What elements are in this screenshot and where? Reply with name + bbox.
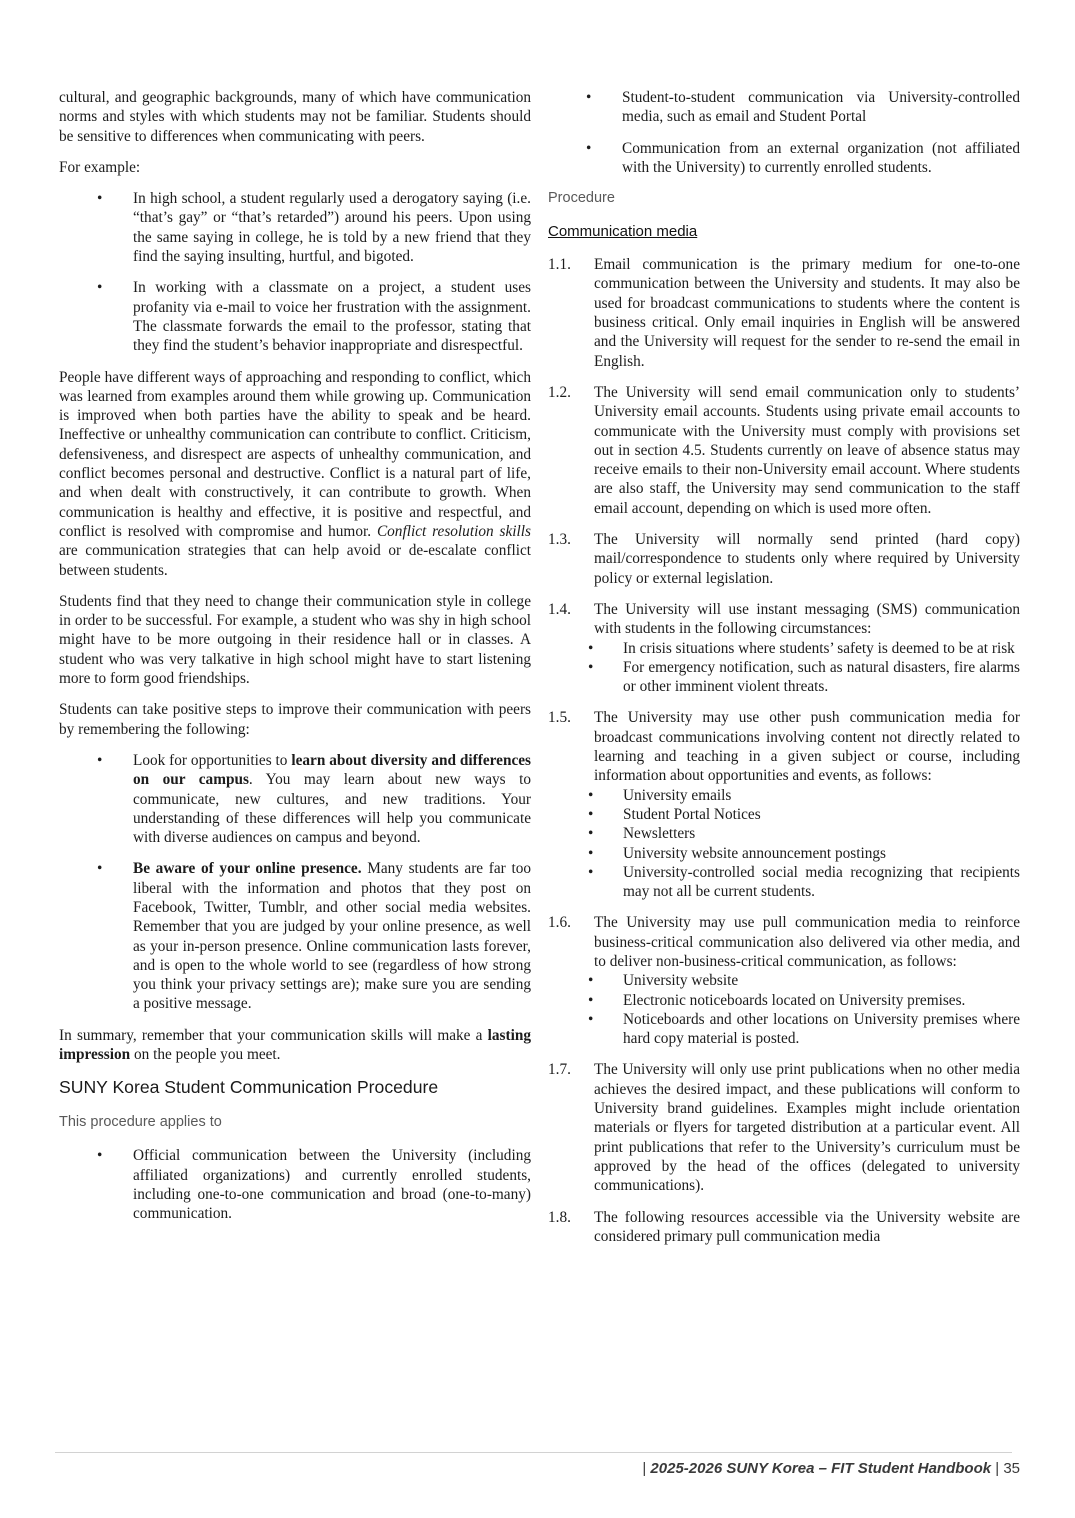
text-segment: cultural, and geographic backgrounds, many of which have communication norms and styles with which students may not be familiar. Students should be sensitive to differences when communicating with peers. bbox=[59, 89, 531, 145]
sub-bullet-item bbox=[548, 1010, 1020, 1049]
two-column-layout bbox=[59, 88, 1020, 1258]
text-segment: University website bbox=[623, 972, 739, 990]
sub-bullet-item bbox=[548, 991, 1020, 1010]
sub-bullet-item bbox=[548, 824, 1020, 843]
item-number: 1.8. bbox=[548, 1208, 571, 1226]
bullet-item bbox=[548, 139, 1020, 178]
bullet-icon: • bbox=[588, 972, 594, 990]
text-segment: University website announcement postings bbox=[623, 844, 886, 862]
section-heading: SUNY Korea Student Communication Procedure bbox=[59, 1077, 439, 1098]
text-segment: University-controlled social media recognizing that recipients may not all be current students. bbox=[623, 863, 1020, 901]
footer bbox=[642, 1459, 1020, 1479]
numbered-item-text bbox=[548, 383, 1020, 518]
item-number: 1.1. bbox=[548, 256, 571, 274]
text-segment: The University will use instant messaging (SMS) communication with students in the following circumstances: bbox=[594, 600, 1020, 638]
text-segment: Students find that they need to change their communication style in college in order to be successful. For example, a student who was shy in high school might have to be more outgoing in their residence hall or in classes. A student who was very talkative in high school might have to start listening more to form good friendships. bbox=[59, 592, 531, 688]
footer-divider bbox=[55, 1452, 1012, 1453]
text-segment: Students can take positive steps to improve their communication with peers by remembering the following: bbox=[59, 701, 531, 738]
sub-bullet-item bbox=[548, 639, 1020, 658]
text-segment: For emergency notification, such as natural disasters, fire alarms or other imminent violent threats. bbox=[623, 658, 1020, 696]
text-segment: Student Portal Notices bbox=[623, 805, 761, 823]
bullet-icon: • bbox=[588, 991, 594, 1009]
text-segment: The University will normally send printed (hard copy) mail/correspondence to students only where required by University policy or external legislation. bbox=[594, 531, 1020, 587]
text-segment: The University will send email communication only to students’ University email accounts. Students using private email accounts to communicate with the University must comply with provisions set out in section 4.5. Students currently on leave of absence status may receive emails to their non-University email account. Where students are also staff, the University may send communication to the staff email account, depending on which is used more often. bbox=[594, 383, 1020, 517]
sub-bullet-item bbox=[548, 786, 1020, 805]
item-number: 1.7. bbox=[548, 1061, 571, 1079]
bullet-icon: • bbox=[588, 844, 594, 862]
bullet-item bbox=[59, 278, 531, 355]
text-segment: University emails bbox=[623, 786, 732, 804]
sub-bullet-item bbox=[548, 863, 1020, 902]
item-number: 1.2. bbox=[548, 383, 571, 401]
subheading: This procedure applies to bbox=[59, 1114, 222, 1131]
text-segment: Be aware of your online presence. bbox=[133, 860, 362, 878]
bullet-icon: • bbox=[97, 279, 103, 297]
bullet-item bbox=[548, 88, 1020, 127]
bullet-icon: • bbox=[97, 751, 103, 769]
bullet-icon: • bbox=[588, 805, 594, 823]
text-segment: In crisis situations where students’ safety is deemed to be at risk bbox=[623, 639, 1015, 657]
numbered-item-text bbox=[548, 530, 1020, 588]
numbered-item-text bbox=[548, 913, 1020, 971]
footer-separator: | bbox=[991, 1460, 1004, 1477]
numbered-item bbox=[548, 530, 1020, 588]
paragraph bbox=[59, 700, 531, 739]
text-segment: are communication strategies that can help avoid or de-escalate conflict between students. bbox=[59, 542, 531, 579]
bullet-item bbox=[59, 189, 531, 266]
numbered-item-text bbox=[548, 600, 1020, 639]
numbered-item bbox=[548, 255, 1020, 371]
text-segment: The University may use pull communication media to reinforce business-critical communication also delivered via other media, and to deliver non-business-critical communication, as follows: bbox=[594, 914, 1020, 970]
bullet-icon: • bbox=[588, 639, 594, 657]
text-segment: Communication from an external organization (not affiliated with the University) to currently enrolled students. bbox=[622, 139, 1020, 176]
bullet-icon: • bbox=[588, 863, 594, 881]
paragraph bbox=[59, 158, 531, 177]
bullet-icon: • bbox=[97, 860, 103, 878]
item-number: 1.3. bbox=[548, 531, 571, 549]
bullet-icon: • bbox=[588, 786, 594, 804]
text-segment: Official communication between the University (including affiliated organizations) and currently enrolled students, including one-to-one communication and broad (one-to-many) communication. bbox=[133, 1147, 531, 1223]
numbered-item-text bbox=[548, 1208, 1020, 1247]
numbered-item-text bbox=[548, 708, 1020, 785]
text-segment: lasting impression bbox=[59, 1026, 531, 1064]
bullet-icon: • bbox=[586, 89, 592, 106]
numbered-item bbox=[548, 1060, 1020, 1195]
item-number: 1.6. bbox=[548, 914, 571, 932]
paragraph bbox=[59, 1026, 531, 1065]
text-segment: The University may use other push communication media for broadcast communications involving content not directly related to learning and teaching in a given subject or course, including information about opportunities and events, as follows: bbox=[594, 709, 1020, 785]
text-segment: The following resources accessible via the University website are considered primary pull communication media bbox=[594, 1208, 1020, 1245]
text-segment: Many students are far too liberal with the information and photos that they post on Facebook, Twitter, Tumblr, and other social media websites. Remember that you are judged by your online presence, as well as your in-person presence. Online communication lasts forever, and is open to the whole world to see (regardless of how strong you think your privacy settings are); make sure you are sending a positive message. bbox=[133, 860, 531, 1013]
numbered-item bbox=[548, 913, 1020, 1048]
subheading: Procedure bbox=[548, 190, 615, 207]
sub-bullet-item bbox=[548, 844, 1020, 863]
text-segment: Look for opportunities to bbox=[133, 751, 292, 769]
numbered-item-text bbox=[548, 255, 1020, 371]
paragraph bbox=[59, 88, 531, 146]
text-segment: The University will only use print publications when no other media achieves the desired impact, and these publications will conform to University brand guidelines. Examples might include orientation materials or flyers for targeted distribution at a particular event. All print publications that refer to the University’s curriculum must be approved by the head of the offices (delegated to university communications). bbox=[594, 1061, 1020, 1195]
bullet-icon: • bbox=[588, 825, 594, 843]
text-segment: Electronic noticeboards located on University premises. bbox=[623, 991, 966, 1009]
text-segment: learn about diversity and differences on our campus bbox=[133, 751, 531, 789]
text-segment: People have different ways of approaching and responding to conflict, which was learned from examples around them while growing up. Communication is improved when both parties have the ability to speak and be heard. Ineffective or unhealthy communication can contribute to conflict. Criticism, defensiveness, and disrespect are aspects of unhealthy communication, and conflict becomes personal and destructive. Conflict is a natural part of life, and when dealt with constructively, it can contribute to growth. When communication is healthy and effective, it is positive and respectful, and conflict is resolved with compromise and humor. bbox=[59, 368, 531, 540]
numbered-item bbox=[548, 600, 1020, 696]
underlined-heading: Communication media bbox=[548, 223, 698, 241]
text-segment: In working with a classmate on a project, a student uses profanity via e-mail to voice her frustration with the assignment. The classmate forwards the email to the professor, stating that they find the student’s behavior inappropriate and disrespectful. bbox=[133, 279, 531, 355]
numbered-item bbox=[548, 1208, 1020, 1247]
text-segment: Newsletters bbox=[623, 825, 696, 843]
bullet-icon: • bbox=[588, 658, 594, 676]
text-segment: Noticeboards and other locations on University premises where hard copy material is posted. bbox=[623, 1010, 1020, 1048]
left-column bbox=[59, 88, 531, 1258]
text-segment: . You may learn about new ways to communicate, new cultures, and new traditions. Your understanding of these differences will help you communicate with diverse audiences on campus and beyond. bbox=[133, 771, 531, 847]
text-segment: For example: bbox=[59, 158, 141, 176]
text-segment: on the people you meet. bbox=[130, 1046, 281, 1064]
bullet-icon: • bbox=[97, 190, 103, 208]
bullet-item bbox=[59, 859, 531, 1013]
bullet-icon: • bbox=[588, 1010, 594, 1028]
sub-bullet-item bbox=[548, 805, 1020, 824]
footer-page-number: 35 bbox=[1003, 1460, 1020, 1477]
item-number: 1.5. bbox=[548, 709, 571, 727]
text-segment: Email communication is the primary medium for one-to-one communication between the University and students. It may also be used for broadcast communications to students where the content is business critical. Only email inquiries in English will be answered and the University will request for the sender to re-send the email in English. bbox=[594, 256, 1020, 370]
footer-handbook-title: 2025-2026 SUNY Korea – FIT Student Handbook bbox=[650, 1460, 992, 1477]
numbered-item-text bbox=[548, 1060, 1020, 1195]
right-column bbox=[548, 88, 1020, 1258]
bullet-icon: • bbox=[586, 139, 592, 157]
sub-bullet-item bbox=[548, 658, 1020, 697]
paragraph bbox=[59, 368, 531, 580]
numbered-item bbox=[548, 708, 1020, 901]
item-number: 1.4. bbox=[548, 600, 571, 618]
numbered-item bbox=[548, 383, 1020, 518]
text-segment: Conflict resolution skills bbox=[376, 522, 531, 540]
bullet-item bbox=[59, 751, 531, 847]
paragraph bbox=[59, 592, 531, 688]
text-segment: In summary, remember that your communication skills will make a bbox=[59, 1026, 488, 1044]
text-segment: Student-to-student communication via University-controlled media, such as email and Student Portal bbox=[622, 89, 1020, 126]
footer-prefix: | bbox=[642, 1460, 651, 1477]
sub-bullet-item bbox=[548, 971, 1020, 990]
bullet-item bbox=[59, 1146, 531, 1223]
bullet-icon: • bbox=[97, 1147, 103, 1165]
text-segment: In high school, a student regularly used a derogatory saying (i.e. “that’s gay” or “that’s retarded”) around his peers. Upon using the same saying in college, he is told by a new friend that they find the saying insulting, hurtful, and bigoted. bbox=[133, 190, 531, 266]
